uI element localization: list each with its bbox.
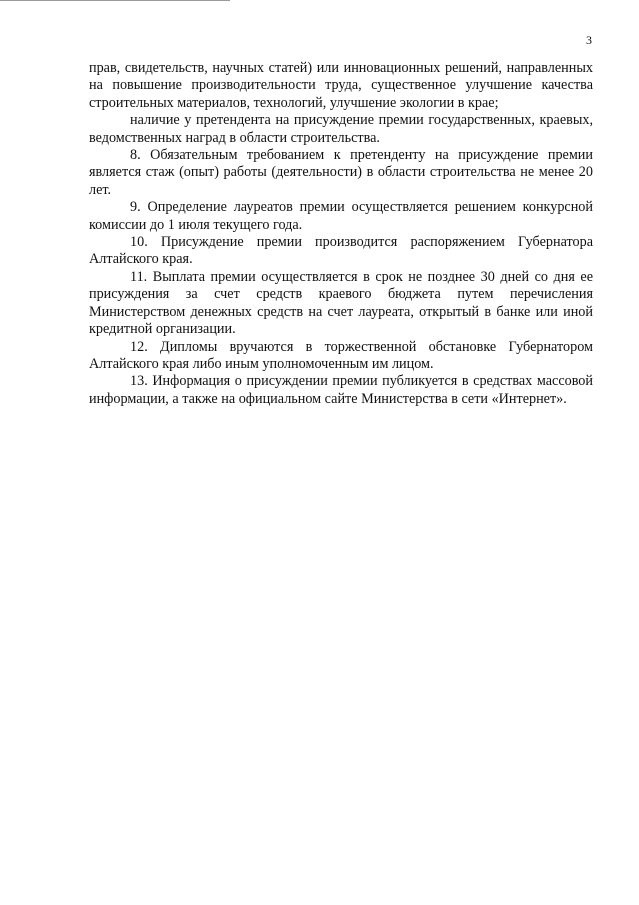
paragraph-12: 12. Дипломы вручаются в торжественной обстановке Губернатором Алтайского края либо иным уполномоченным им лицом.: [89, 338, 593, 372]
paragraph-awards-criterion: наличие у претендента на присуждение премии государственных, краевых, ведомственных наград в области строительства.: [89, 112, 593, 146]
page-number: 3: [586, 33, 592, 47]
paragraph-continuation: прав, свидетельств, научных статей) или инновационных решений, направленных на повышение производительности труда, существенное улучшение качества строительных материалов, технологий, улучшение экологии в крае;: [89, 60, 593, 111]
scan-edge-line: [0, 0, 230, 1]
paragraph-9: 9. Определение лауреатов премии осуществляется решением конкурсной комиссии до 1 июля текущего года.: [89, 199, 593, 233]
paragraph-11: 11. Выплата премии осуществляется в срок не позднее 30 дней со дня ее присуждения за счет средств краевого бюджета путем перечисления Министерством денежных средств на счет лауреата, открытый в банке или иной кредитной организации.: [89, 268, 593, 338]
paragraph-10: 10. Присуждение премии производится распоряжением Губернатора Алтайского края.: [89, 234, 593, 268]
document-body: [89, 60, 593, 408]
paragraph-13: 13. Информация о присуждении премии публикуется в средствах массовой информации, а также на официальном сайте Министерства в сети «Интернет».: [89, 373, 593, 407]
paragraph-8: 8. Обязательным требованием к претенденту на присуждение премии является стаж (опыт) работы (деятельности) в области строительства не менее 20 лет.: [89, 147, 593, 198]
